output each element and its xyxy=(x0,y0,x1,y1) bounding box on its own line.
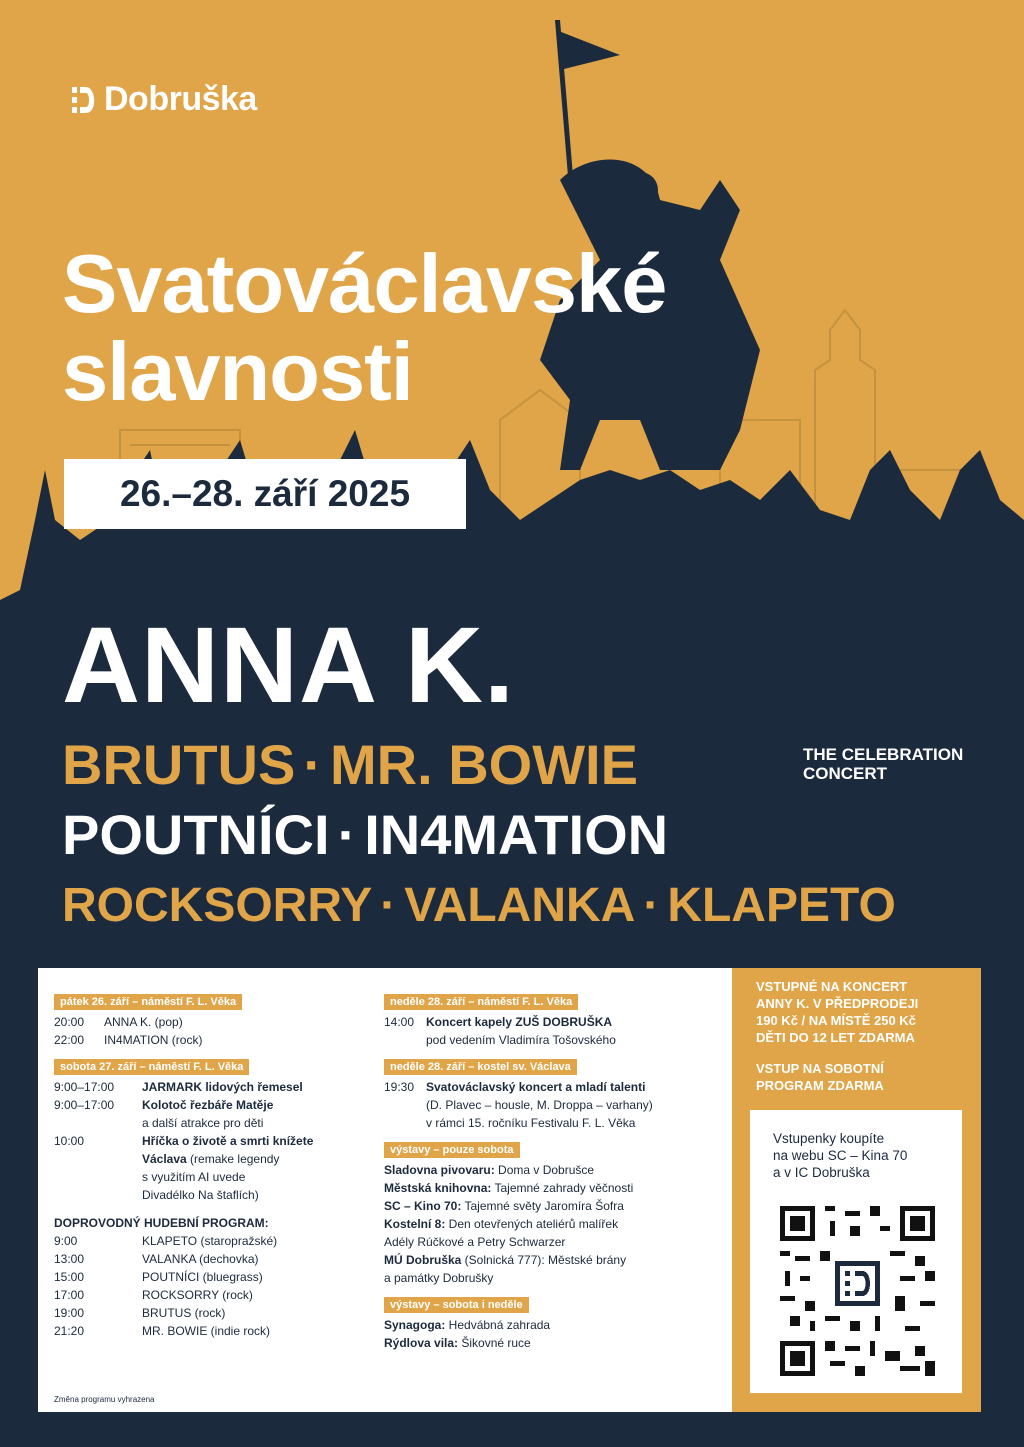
artist-name: MR. BOWIE xyxy=(329,733,638,796)
lineup-row-2 xyxy=(62,735,638,795)
item-text: BRUTUS (rock) xyxy=(142,1306,226,1320)
music-item xyxy=(54,1304,374,1322)
item-time: 13:00 xyxy=(54,1252,85,1266)
item-time: 9:00–17:00 xyxy=(54,1098,115,1112)
ticket-info-line: 190 Kč / NA MÍSTĚ 250 Kč xyxy=(756,1013,916,1028)
item-text: ROCKSORRY (rock) xyxy=(142,1288,253,1302)
section-header: pátek 26. září – náměstí F. L. Věka xyxy=(54,994,242,1010)
item-time: 9:00–17:00 xyxy=(54,1080,115,1094)
program-column-right xyxy=(384,994,724,1362)
ticket-purchase-text xyxy=(773,1130,907,1181)
ticket-info-line: VSTUPNÉ NA KONCERT xyxy=(756,979,908,994)
section-header: neděle 28. září – kostel sv. Václava xyxy=(384,1059,577,1075)
venue: MÚ Dobruška xyxy=(384,1253,462,1267)
music-section xyxy=(54,1214,374,1340)
qr-code-icon[interactable] xyxy=(780,1206,935,1376)
program-change-note: Změna programu vyhrazena xyxy=(54,1395,155,1404)
item-detail: (D. Plavec – housle, M. Droppa – varhany) xyxy=(426,1098,653,1112)
exhibition-item xyxy=(384,1269,724,1287)
item-time: 19:30 xyxy=(384,1080,415,1094)
program-column-left xyxy=(54,994,374,1350)
exhibition-item xyxy=(384,1334,724,1352)
item-text: IN4MATION (rock) xyxy=(104,1033,203,1047)
music-item xyxy=(54,1232,374,1250)
exhibition-item xyxy=(384,1161,724,1179)
item-time: 17:00 xyxy=(54,1288,85,1302)
item-text: (remake legendy xyxy=(186,1152,280,1166)
saturday-section xyxy=(54,1059,374,1204)
venue: Rýdlova vila: xyxy=(384,1336,459,1350)
celebration-line: THE CELEBRATION xyxy=(803,745,964,764)
exhibition-item xyxy=(384,1197,724,1215)
item-time: 15:00 xyxy=(54,1270,85,1284)
artist-name: ROCKSORRY xyxy=(62,879,373,932)
exhibition-title: (Solnická 777): Městské brány xyxy=(461,1253,627,1267)
purchase-line: a v IC Dobruška xyxy=(773,1165,870,1180)
music-item xyxy=(54,1322,374,1340)
event-title xyxy=(62,237,667,418)
exhibitions-saturday-section xyxy=(384,1142,724,1287)
dobruska-logo-mark-icon xyxy=(72,85,98,115)
exhibition-title: Šikovné ruce xyxy=(458,1336,531,1350)
separator: · xyxy=(643,879,660,932)
ticket-info-line: DĚTI DO 12 LET ZDARMA xyxy=(756,1030,915,1045)
item-title: Svatováclavský koncert a mladí talenti xyxy=(426,1080,646,1094)
artist-name: POUTNÍCI xyxy=(62,803,330,866)
title-line-2: slavnosti xyxy=(62,325,413,418)
section-header: sobota 27. září – náměstí F. L. Věka xyxy=(54,1059,249,1075)
event-date: 26.–28. září 2025 xyxy=(64,459,466,529)
exhibition-item xyxy=(384,1316,724,1334)
item-detail: v rámci 15. ročníku Festivalu F. L. Věka xyxy=(426,1116,636,1130)
music-item xyxy=(54,1268,374,1286)
celebration-note xyxy=(803,745,963,783)
sunday-square-section xyxy=(384,994,724,1049)
ticket-purchase-box xyxy=(750,1110,962,1393)
exhibitions-both-section xyxy=(384,1297,724,1352)
logo-text: Dobruška xyxy=(104,80,257,118)
headliner: ANNA K. xyxy=(62,604,515,725)
item-detail: Divadélko Na štaflích) xyxy=(142,1188,259,1202)
program-panel xyxy=(38,968,732,1412)
item-detail: s využitím AI uvede xyxy=(142,1170,246,1184)
item-time: 19:00 xyxy=(54,1306,85,1320)
dobruska-logo xyxy=(72,80,257,119)
exhibition-title: Den otevřených ateliérů malířek xyxy=(445,1217,619,1231)
program-item xyxy=(54,1096,374,1114)
item-title: Kolotoč řezbáře Matěje xyxy=(142,1098,274,1112)
ticket-panel xyxy=(732,968,981,1412)
exhibition-item xyxy=(384,1215,724,1233)
program-item xyxy=(54,1031,374,1049)
music-item xyxy=(54,1250,374,1268)
artist-name: BRUTUS xyxy=(62,733,296,796)
artist-name: IN4MATION xyxy=(364,803,669,866)
ticket-info xyxy=(756,978,918,1094)
separator: · xyxy=(303,733,322,796)
header-banner xyxy=(0,0,1024,640)
music-item xyxy=(54,1286,374,1304)
ticket-info-line: ANNY K. V PŘEDPRODEJI xyxy=(756,996,919,1011)
item-text: ANNA K. (pop) xyxy=(104,1015,183,1029)
item-detail xyxy=(54,1150,374,1168)
ticket-info-line: VSTUP NA SOBOTNÍ xyxy=(756,1061,884,1076)
item-detail: pod vedením Vladimíra Tošovského xyxy=(426,1033,616,1047)
lineup-row-4 xyxy=(62,876,896,936)
item-title: Koncert kapely ZUŠ DOBRUŠKA xyxy=(426,1015,613,1029)
program-item xyxy=(54,1078,374,1096)
item-text: KLAPETO (staropražské) xyxy=(142,1234,278,1248)
item-title: Hříčka o životě a smrti knížete xyxy=(142,1134,314,1148)
item-detail: a další atrakce pro děti xyxy=(142,1116,264,1130)
sunday-church-section xyxy=(384,1059,724,1132)
exhibition-title: Tajemné světy Jaromíra Šofra xyxy=(461,1199,624,1213)
program-item xyxy=(54,1013,374,1031)
exhibition-title: Hedvábná zahrada xyxy=(445,1318,551,1332)
separator: · xyxy=(380,879,397,932)
venue: SC – Kino 70: xyxy=(384,1199,462,1213)
exhibition-title: Doma v Dobrušce xyxy=(494,1163,595,1177)
program-item xyxy=(54,1132,374,1150)
item-time: 9:00 xyxy=(54,1234,78,1248)
item-text: MR. BOWIE (indie rock) xyxy=(142,1324,271,1338)
item-title: JARMARK lidových řemesel xyxy=(142,1080,303,1094)
program-item xyxy=(384,1013,724,1031)
exhibition-item xyxy=(384,1251,724,1269)
artist-name: KLAPETO xyxy=(667,879,896,932)
celebration-line: CONCERT xyxy=(803,764,888,783)
exhibition-item xyxy=(384,1233,724,1251)
purchase-line: Vstupenky koupíte xyxy=(773,1131,885,1146)
ticket-info-line: PROGRAM ZDARMA xyxy=(756,1078,884,1093)
friday-section xyxy=(54,994,374,1049)
exhibition-item xyxy=(384,1179,724,1197)
item-time: 22:00 xyxy=(54,1033,85,1047)
section-header: neděle 28. září – náměstí F. L. Věka xyxy=(384,994,578,1010)
exhibition-title: a památky Dobrušky xyxy=(384,1271,494,1285)
venue: Sladovna pivovaru: xyxy=(384,1163,495,1177)
venue: Městská knihovna: xyxy=(384,1181,492,1195)
music-header: DOPROVODNÝ HUDEBNÍ PROGRAM: xyxy=(54,1216,269,1230)
item-time: 20:00 xyxy=(54,1015,85,1029)
purchase-line: na webu SC – Kina 70 xyxy=(773,1148,908,1163)
title-line-1: Svatováclavské xyxy=(62,237,667,330)
exhibition-title: Tajemné zahrady věčnosti xyxy=(491,1181,634,1195)
artist-name: VALANKA xyxy=(404,879,636,932)
item-text: POUTNÍCI (bluegrass) xyxy=(142,1270,263,1284)
item-time: 14:00 xyxy=(384,1015,415,1029)
item-title: Václava xyxy=(142,1152,187,1166)
lineup-row-3 xyxy=(62,805,668,865)
item-time: 21:20 xyxy=(54,1324,85,1338)
section-header: výstavy – pouze sobota xyxy=(384,1142,520,1158)
venue: Kostelní 8: xyxy=(384,1217,446,1231)
program-item xyxy=(384,1078,724,1096)
venue: Synagoga: xyxy=(384,1318,446,1332)
exhibition-title: Adély Rúčkové a Petry Schwarzer xyxy=(384,1235,566,1249)
separator: · xyxy=(337,803,357,866)
item-text: VALANKA (dechovka) xyxy=(142,1252,259,1266)
section-header: výstavy – sobota i neděle xyxy=(384,1297,529,1313)
item-time: 10:00 xyxy=(54,1134,85,1148)
